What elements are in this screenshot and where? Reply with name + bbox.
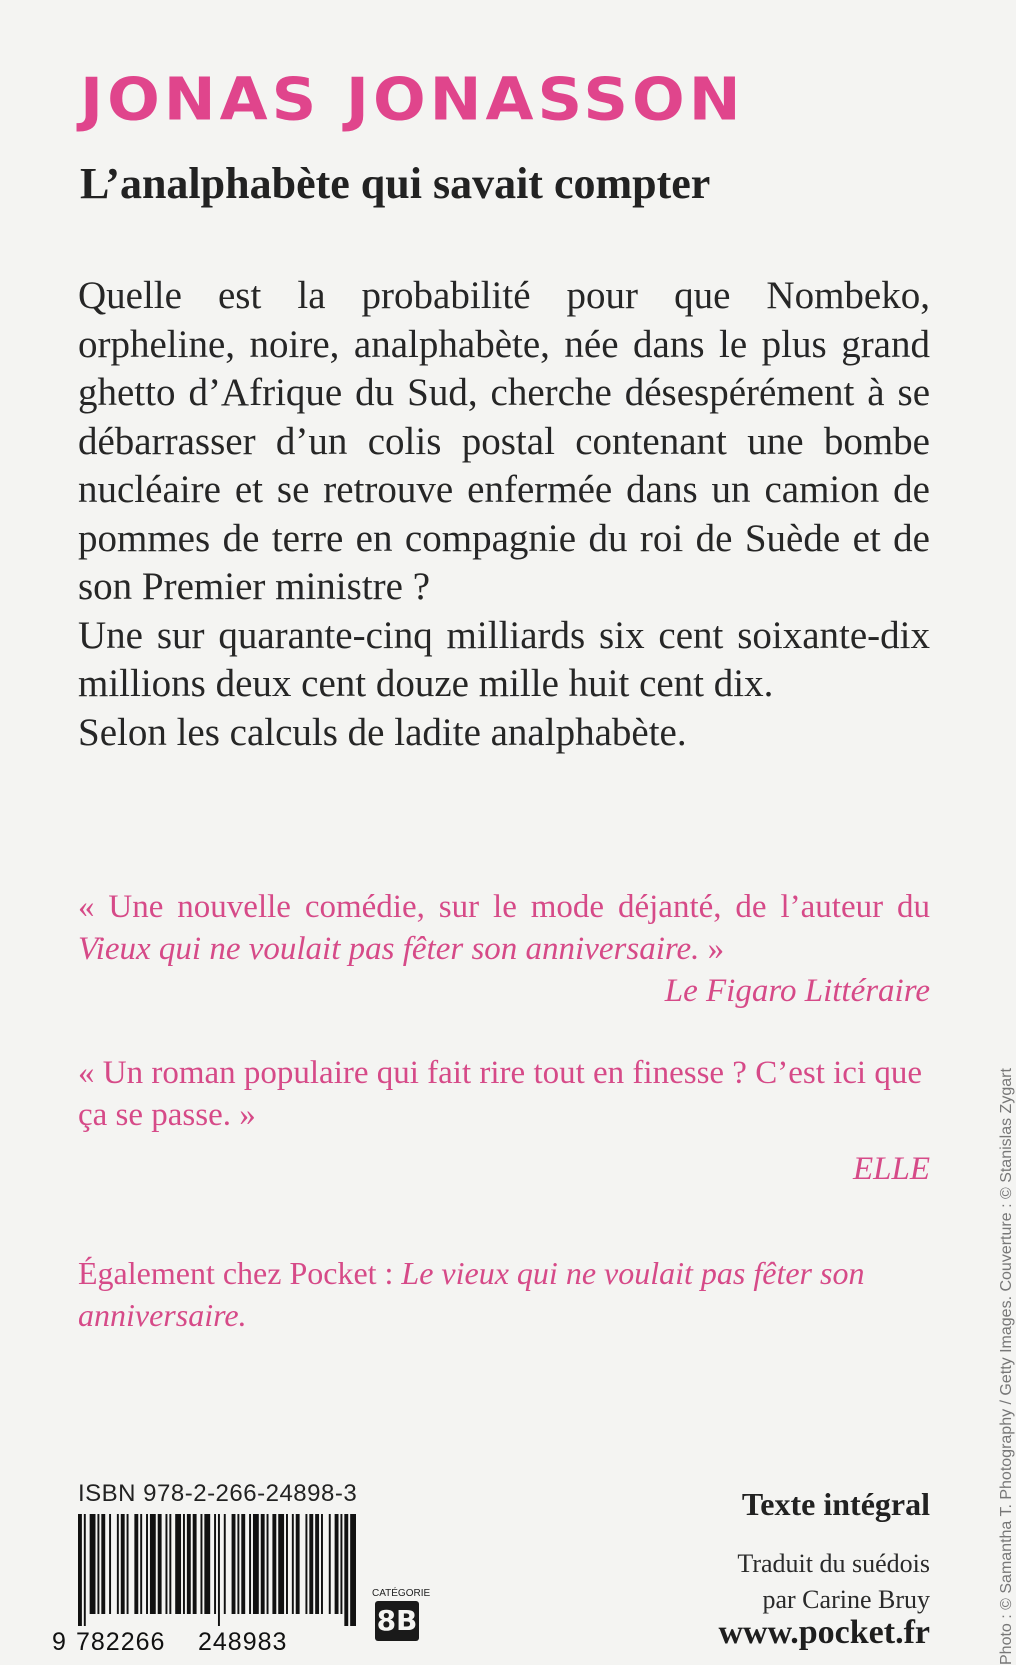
barcode-bar	[169, 1514, 171, 1614]
barcode-bar	[101, 1514, 105, 1614]
quote-text	[78, 886, 930, 970]
photo-credit: Photo : © Samantha T. Photography / Getty Images. Couverture : © Stanislas Zygart	[998, 1068, 1015, 1665]
barcode-bar	[121, 1514, 125, 1614]
quote-source: ELLE	[852, 1151, 930, 1187]
publisher-url: www.pocket.fr	[718, 1614, 930, 1651]
barcode-bar	[340, 1514, 342, 1614]
barcode-bar	[193, 1514, 197, 1614]
barcode-digits	[52, 1628, 328, 1657]
quote-source: Le Figaro Littéraire	[664, 973, 930, 1009]
blurb-paragraph: Une sur quarante-cinq milliards six cent soixante-dix millions deux cent douze mille huit cent dix.	[78, 613, 930, 705]
quote-text: « Un roman populaire qui fait rire tout en finesse ? C’est ici que ça se passe. »	[78, 1055, 922, 1133]
barcode-bar	[218, 1514, 220, 1626]
category-badge	[372, 1588, 431, 1641]
barcode-bar	[150, 1514, 156, 1614]
book-title: L’analphabète qui savait compter	[80, 159, 711, 208]
barcode-bar	[292, 1514, 294, 1614]
translation-line: Traduit du suédois	[737, 1549, 930, 1578]
barcode-bar	[335, 1514, 339, 1614]
barcode-bar	[204, 1514, 210, 1614]
category-label: CATÉGORIE	[372, 1588, 431, 1599]
also-title: Le vieux qui ne voulait pas fêter son anniversaire.	[78, 1255, 865, 1333]
barcode-bar	[109, 1514, 111, 1614]
texte-integral: Texte intégral	[741, 1486, 930, 1522]
barcode-bar	[127, 1514, 129, 1614]
barcode-bar	[90, 1514, 96, 1614]
barcode-bar	[309, 1514, 313, 1614]
barcode-bar	[214, 1514, 216, 1614]
barcode-digits-left: 782266	[76, 1628, 166, 1656]
blurb	[78, 272, 930, 757]
also-available	[78, 1252, 930, 1336]
quote-text-start: « Une nouvelle comédie, sur le mode déjanté, de l’auteur du	[78, 889, 930, 925]
also-prefix: Également chez Pocket :	[78, 1255, 402, 1291]
barcode-bar	[296, 1514, 300, 1614]
press-quote-elle	[78, 1052, 930, 1190]
barcode-bar	[175, 1514, 181, 1614]
barcode-bar	[278, 1514, 284, 1614]
barcode-bar	[134, 1514, 138, 1614]
barcode-bar	[140, 1514, 142, 1614]
barcode-bar	[286, 1514, 288, 1614]
quote-text-end: »	[699, 931, 725, 967]
barcode-bar	[200, 1514, 202, 1614]
barcode-bars	[78, 1514, 356, 1626]
barcode-bar	[261, 1514, 265, 1614]
barcode-bar	[78, 1514, 82, 1626]
barcode-bar	[321, 1514, 323, 1614]
barcode-bar	[183, 1514, 185, 1614]
barcode-bar	[253, 1514, 259, 1614]
barcode-bar	[267, 1514, 269, 1614]
translation-credit	[630, 1546, 930, 1618]
barcode-bar	[224, 1514, 226, 1614]
barcode-bar	[329, 1514, 331, 1614]
barcode-bar	[146, 1514, 148, 1614]
barcode-digits-right: 248983	[198, 1628, 288, 1656]
barcode-bar	[344, 1514, 348, 1626]
barcode	[78, 1514, 356, 1646]
barcode-bar	[117, 1514, 119, 1614]
barcode-bar	[158, 1514, 162, 1614]
blurb-paragraph: Quelle est la probabilité pour que Nombeko, orpheline, noire, analphabète, née dans le plus grand ghetto d’Afrique du Sud, cherche désespérément à se débarrasser d’un colis postal contenant une bombe nucléaire et se retrouve enfermée dans un camion de pommes de terre en compagnie du roi de Suède et de son Premier ministre ?	[78, 274, 930, 608]
category-code: 8B	[375, 1601, 419, 1641]
barcode-bar	[272, 1514, 276, 1614]
blurb-paragraph: Selon les calculs de ladite analphabète.	[78, 710, 687, 754]
barcode-bar	[237, 1514, 239, 1614]
barcode-bar	[84, 1514, 86, 1626]
barcode-bar	[305, 1514, 307, 1614]
author-name: JONAS JONASSON	[80, 64, 745, 134]
translator-name: par Carine Bruy	[762, 1585, 930, 1614]
quote-book-title: Vieux qui ne voulait pas fêter son anniversaire.	[78, 931, 700, 967]
barcode-bar	[165, 1514, 167, 1614]
barcode-bar	[350, 1514, 356, 1626]
isbn-label: ISBN 978-2-266-24898-3	[78, 1480, 358, 1507]
barcode-bar	[241, 1514, 245, 1614]
barcode-bar	[97, 1514, 99, 1614]
barcode-bar	[249, 1514, 251, 1614]
barcode-bar	[232, 1514, 236, 1614]
press-quote-figaro	[78, 886, 930, 1012]
barcode-digit-lead: 9	[52, 1628, 67, 1656]
barcode-bar	[187, 1514, 191, 1614]
barcode-bar	[315, 1514, 319, 1614]
